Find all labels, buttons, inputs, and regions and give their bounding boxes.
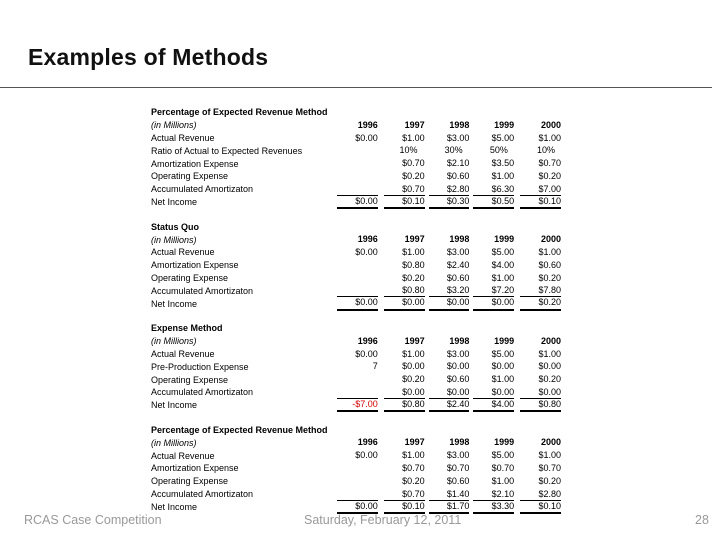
page-number: 28: [695, 513, 709, 527]
year-header: 1996: [357, 234, 378, 245]
year-header: 1999: [494, 119, 515, 130]
year-header: 1996: [357, 335, 378, 346]
row-label: Amortization Expense: [151, 463, 239, 474]
table-cell: [337, 183, 378, 196]
row-label: Amortization Expense: [151, 260, 239, 271]
table-cell: $0.80: [384, 398, 425, 412]
table-cell: $7.80: [538, 285, 561, 296]
row-label: Operating Expense: [151, 272, 229, 283]
method-table-title-row: [151, 106, 561, 119]
table-cell: $3.00: [446, 450, 470, 461]
table-cell: [335, 144, 376, 157]
unit-label: (in Millions): [151, 437, 197, 448]
table-cell: $0.00: [491, 386, 515, 397]
table-cell: $0.00: [355, 132, 378, 143]
row-label: Actual Revenue: [151, 132, 215, 143]
row-label: Net Income: [151, 400, 198, 411]
table-cell: $1.00: [402, 450, 425, 461]
table-cell: $0.70: [538, 158, 561, 169]
table-cell: $0.00: [337, 195, 378, 209]
table-cell: $0.10: [520, 195, 561, 209]
table-cell: 10%: [399, 145, 418, 156]
year-header: 2000: [540, 335, 561, 346]
year-header: 1996: [357, 119, 378, 130]
table-cell: $2.10: [446, 158, 470, 169]
table-cell: $0.00: [402, 361, 425, 372]
table-cell: [337, 272, 378, 285]
method-table-title-row: [151, 322, 561, 335]
table-cell: $0.00: [337, 500, 378, 514]
table-cell: $1.00: [491, 475, 515, 486]
year-header-row: [151, 233, 561, 246]
table-cell: $1.00: [491, 170, 515, 181]
table-cell: $5.00: [491, 450, 515, 461]
table-cell: $4.00: [473, 398, 514, 412]
total-row: [151, 196, 561, 209]
row-label: Actual Revenue: [151, 247, 215, 258]
table-cell: $1.00: [491, 374, 515, 385]
year-header: 1998: [449, 437, 470, 448]
table-cell: $3.00: [446, 132, 470, 143]
table-row: [151, 386, 561, 399]
row-label: Operating Expense: [151, 476, 229, 487]
method-title: Expense Method: [151, 323, 223, 334]
table-cell: $5.00: [491, 348, 515, 359]
row-label: Operating Expense: [151, 374, 229, 385]
table-row: [151, 284, 561, 297]
table-cell: 10%: [537, 145, 556, 156]
row-label: Accumulated Amortizaton: [151, 488, 254, 499]
table-cell: $0.10: [384, 195, 425, 209]
table-cell: $0.70: [446, 462, 470, 473]
table-cell: $1.00: [538, 348, 561, 359]
unit-label: (in Millions): [151, 234, 197, 245]
table-row: [151, 488, 561, 501]
table-cell: $0.70: [402, 183, 425, 194]
method-table-title-row: [151, 424, 561, 437]
year-header: 1997: [404, 335, 425, 346]
year-header: 1999: [494, 437, 515, 448]
table-cell: $0.00: [429, 296, 470, 310]
table-cell: $1.00: [402, 132, 425, 143]
table-cell: $0.00: [446, 386, 470, 397]
table-cell: $0.20: [402, 374, 425, 385]
row-label: Net Income: [151, 501, 198, 512]
year-header-row: [151, 119, 561, 132]
method-table-title-row: [151, 220, 561, 233]
table-cell: [337, 462, 378, 475]
table-cell: $0.00: [355, 246, 378, 257]
row-label: Net Income: [151, 298, 198, 309]
table-cell: $0.10: [384, 500, 425, 514]
method-table: [151, 322, 561, 412]
footer-date: Saturday, February 12, 2011: [304, 513, 462, 527]
table-cell: $1.40: [446, 488, 470, 499]
table-cell: $0.80: [520, 398, 561, 412]
year-header: 1998: [449, 335, 470, 346]
methods-tables: [151, 106, 561, 525]
row-label: Actual Revenue: [151, 348, 215, 359]
row-label: Amortization Expense: [151, 158, 239, 169]
table-cell: $3.00: [446, 348, 470, 359]
year-header: 1999: [494, 234, 515, 245]
table-cell: $0.20: [538, 170, 561, 181]
table-cell: $0.20: [402, 170, 425, 181]
table-cell: $0.70: [402, 462, 425, 473]
table-cell: $0.20: [538, 475, 561, 486]
table-cell: $0.20: [402, 272, 425, 283]
table-row: [151, 259, 561, 272]
year-header: 1999: [494, 335, 515, 346]
row-label: Net Income: [151, 196, 198, 207]
table-cell: [337, 259, 378, 272]
year-header: 1998: [449, 234, 470, 245]
year-header: 1997: [404, 437, 425, 448]
table-cell: [337, 157, 378, 170]
table-cell: $0.70: [402, 488, 425, 499]
table-cell: $0.00: [491, 361, 515, 372]
row-label: Ratio of Actual to Expected Revenues: [151, 145, 303, 156]
table-cell: $1.00: [402, 246, 425, 257]
table-cell: 7: [372, 361, 378, 372]
table-cell: $1.00: [538, 450, 561, 461]
table-cell: $1.70: [429, 500, 470, 514]
table-row: [151, 132, 561, 145]
table-cell: $5.00: [491, 246, 515, 257]
row-label: Pre-Production Expense: [151, 361, 249, 372]
table-cell: $3.20: [446, 285, 470, 296]
unit-label: (in Millions): [151, 336, 197, 347]
year-header: 2000: [540, 119, 561, 130]
table-cell: $3.00: [446, 246, 470, 257]
table-cell: $0.20: [538, 272, 561, 283]
title-divider: [0, 87, 712, 88]
table-cell: $0.20: [538, 374, 561, 385]
table-cell: $0.00: [384, 296, 425, 310]
table-cell: $0.20: [520, 296, 561, 310]
row-label: Accumulated Amortizaton: [151, 184, 254, 195]
table-cell: [337, 386, 378, 399]
year-header: 2000: [540, 234, 561, 245]
footer-organization: RCAS Case Competition: [24, 513, 162, 527]
row-label: Accumulated Amortizaton: [151, 285, 254, 296]
table-row: [151, 360, 561, 373]
table-cell: 30%: [444, 145, 463, 156]
table-cell: $5.00: [491, 132, 515, 143]
table-row: [151, 449, 561, 462]
table-cell: [337, 284, 378, 297]
year-header-row: [151, 335, 561, 348]
table-cell: $0.80: [402, 285, 425, 296]
total-row: [151, 399, 561, 412]
table-cell: $0.20: [402, 475, 425, 486]
method-table: [151, 424, 561, 514]
table-cell: $0.60: [446, 374, 470, 385]
method-table: [151, 220, 561, 310]
table-cell: $0.60: [538, 259, 561, 270]
method-table: [151, 106, 561, 208]
slide-title: Examples of Methods: [28, 44, 269, 70]
table-cell: $1.00: [491, 272, 515, 283]
unit-label: (in Millions): [151, 120, 197, 131]
table-cell: $2.40: [429, 398, 470, 412]
table-cell: $1.00: [538, 246, 561, 257]
table-cell: [337, 475, 378, 488]
table-cell: $2.80: [538, 488, 561, 499]
table-cell: $0.00: [402, 386, 425, 397]
table-cell: $4.00: [491, 259, 515, 270]
year-header: 1997: [404, 119, 425, 130]
table-cell: $2.10: [491, 488, 515, 499]
table-cell: $0.00: [355, 450, 378, 461]
table-cell: 50%: [489, 145, 508, 156]
table-row: [151, 170, 561, 183]
table-cell: $0.10: [520, 500, 561, 514]
table-row: [151, 144, 561, 157]
table-cell: $0.60: [446, 272, 470, 283]
table-cell: $3.50: [491, 158, 515, 169]
table-cell: $0.30: [429, 195, 470, 209]
table-cell: $0.60: [446, 475, 470, 486]
table-cell: $2.40: [446, 259, 470, 270]
method-title: Status Quo: [151, 221, 200, 232]
table-cell: $0.50: [473, 195, 514, 209]
table-row: [151, 246, 561, 259]
table-row: [151, 373, 561, 386]
table-cell: $2.80: [446, 183, 470, 194]
table-row: [151, 183, 561, 196]
table-cell: $7.20: [491, 285, 515, 296]
year-header: 2000: [540, 437, 561, 448]
year-header: 1997: [404, 234, 425, 245]
table-cell: $0.70: [491, 462, 515, 473]
year-header: 1998: [449, 119, 470, 130]
table-cell: $0.70: [402, 158, 425, 169]
table-cell: $7.00: [538, 183, 561, 194]
total-row: [151, 297, 561, 310]
table-cell: $0.00: [473, 296, 514, 310]
table-row: [151, 462, 561, 475]
table-cell: $6.30: [491, 183, 515, 194]
row-label: Accumulated Amortizaton: [151, 387, 254, 398]
year-header-row: [151, 436, 561, 449]
table-row: [151, 348, 561, 361]
method-title: Percentage of Expected Revenue Method: [151, 424, 328, 435]
year-header: 1996: [357, 437, 378, 448]
table-cell: $3.30: [473, 500, 514, 514]
table-cell: -$7.00: [337, 398, 378, 412]
table-cell: $0.00: [355, 348, 378, 359]
row-label: Operating Expense: [151, 171, 229, 182]
total-row: [151, 500, 561, 513]
table-cell: [337, 488, 378, 501]
table-cell: $0.00: [337, 296, 378, 310]
table-cell: $1.00: [402, 348, 425, 359]
table-row: [151, 272, 561, 285]
table-cell: $0.70: [538, 462, 561, 473]
table-cell: $0.00: [446, 361, 470, 372]
table-cell: [337, 373, 378, 386]
row-label: Actual Revenue: [151, 450, 215, 461]
table-row: [151, 157, 561, 170]
table-row: [151, 475, 561, 488]
table-cell: $0.00: [538, 361, 561, 372]
table-cell: $0.00: [538, 386, 561, 397]
table-cell: $0.60: [446, 170, 470, 181]
table-cell: [337, 170, 378, 183]
method-title: Percentage of Expected Revenue Method: [151, 107, 328, 118]
table-cell: $0.80: [402, 259, 425, 270]
table-cell: $1.00: [538, 132, 561, 143]
